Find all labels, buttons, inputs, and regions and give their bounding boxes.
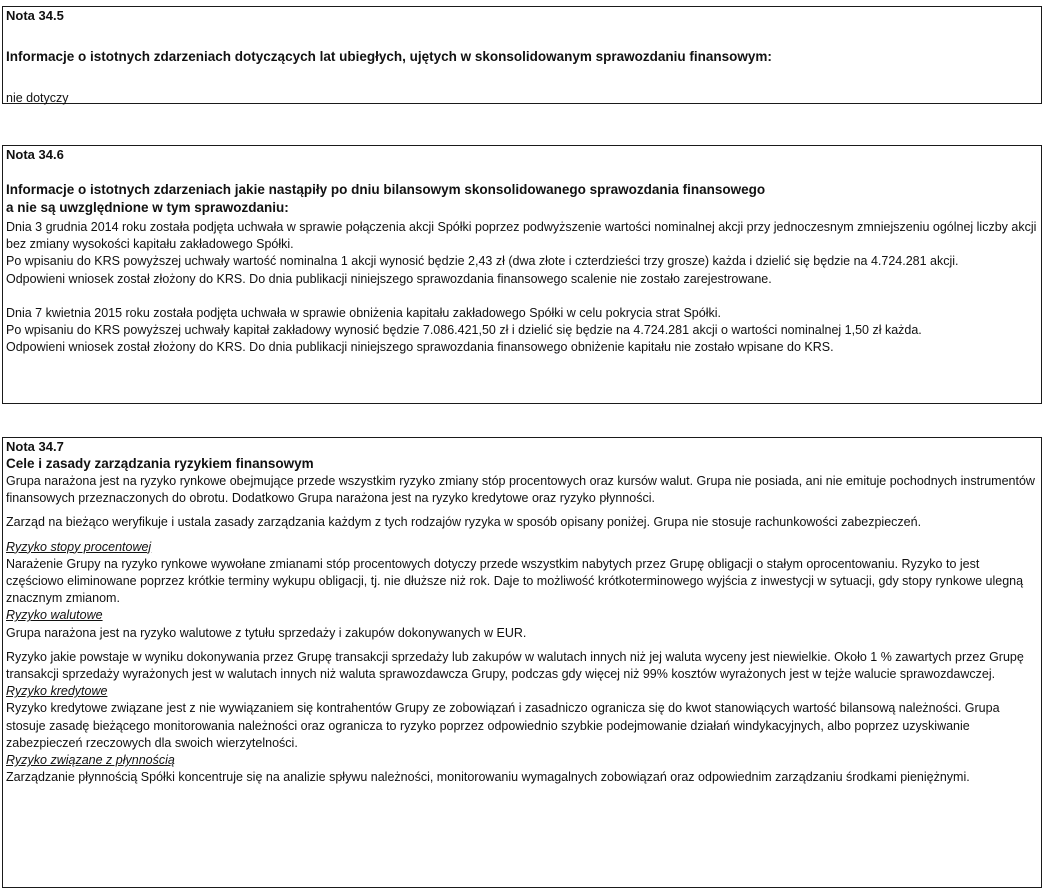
paragraph: Ryzyko kredytowe związane jest z nie wywiązaniem się kontrahentów Grupy ze zobowiązań i zasadniczo ogranicza się do kwot stanowiących wartość bilansową należności. Grupa stosuje zasadę bieżącego monitorowania należności oraz ogranicza to ryzyko poprzez odpowiednio szybkie podejmowanie działań windykacyjnych, albo poprzez uzyskiwanie zabezpieczeń rzeczowych dla swoich wierzytelności. — [6, 701, 1000, 750]
paragraph: Po wpisaniu do KRS powyższej uchwały wartość nominalna 1 akcji wynosić będzie 2,43 zł (dwa złote i czterdzieści trzy grosze) każda i dzielić się będzie na 4.724.281 akcji. — [6, 254, 959, 269]
paragraph: Ryzyko jakie powstaje w wyniku dokonywania przez Grupę transakcji sprzedaży lub zakupów w walutach innych niż jej waluta wyceny jest niewielkie. Około 1 % zawartych przez Grupę transakcji sprzedaży wyrażonych jest w walutach innych niż waluta sprawozdawcza Grupy, podczas gdy więcej niż 99% kosztów wyrażonych jest w tejże walucie sprawozdawczej. — [6, 649, 1024, 682]
note-title: Nota 34.5 — [6, 8, 64, 23]
subheading-currency-risk: Ryzyko walutowe — [6, 608, 103, 623]
paragraph: Po wpisaniu do KRS powyższej uchwały kapitał zakładowy wynosić będzie 7.086.421,50 zł i dzielić się będzie na 4.724.281 akcji o wartości nominalnej 1,50 zł każda. — [6, 323, 922, 338]
subheading-credit-risk: Ryzyko kredytowe — [6, 684, 108, 699]
paragraph: Grupa narażona jest na ryzyko rynkowe obejmujące przede wszystkim ryzyko zmiany stóp procentowych oraz kursów walut. Grupa nie posiada, ani nie emituje pochodnych instrumentów finansowych przeznaczonych do obrotu. Dodatkowo Grupa narażona jest na ryzyko kredytowe oraz ryzyko płynności. — [6, 474, 1035, 506]
paragraph: Zarząd na bieżąco weryfikuje i ustala zasady zarządzania każdym z tych rodzajów ryzyka w sposób opisany poniżej. Grupa nie stosuje rachunkowości zabezpieczeń. — [6, 515, 922, 530]
paragraph: Dnia 3 grudnia 2014 roku została podjęta uchwała w sprawie połączenia akcji Spółki poprzez podwyższenie wartości nominalnej akcji przy jednoczesnym zmniejszeniu ogólnej liczby akcji bez zmiany wysokości kapitału zakładowego Spółki. — [6, 220, 1037, 252]
paragraph: Odpowieni wniosek został złożony do KRS. Do dnia publikacji niniejszego sprawozdania finansowego scalenie nie zostało zarejestrowane. — [6, 271, 772, 286]
subheading-liquidity-risk: Ryzyko związane z płynnością — [6, 753, 175, 768]
note-34-5-box — [2, 6, 1042, 104]
note-title: Nota 34.7 — [6, 439, 64, 454]
note-34-6-box — [2, 145, 1042, 404]
paragraph: Grupa narażona jest na ryzyko walutowe z tytułu sprzedaży i zakupów dokonywanych w EUR. — [6, 625, 527, 640]
section-heading: Cele i zasady zarządzania ryzykiem finansowym — [6, 456, 314, 471]
section-heading-line-2: a nie są uwzględnione w tym sprawozdaniu: — [6, 200, 289, 215]
note-34-7-box — [2, 437, 1042, 888]
paragraph: Narażenie Grupy na ryzyko rynkowe wywołane zmianami stóp procentowych dotyczy przede wszystkim nabytych przez Grupę obligacji o stałym oprocentowaniu. Ryzyko to jest częściowo eliminowane poprzez krótkie terminy wykupu obligacji, tj. nie dłuższe niż rok. Daje to możliwość krótkoterminowego wyjścia z inwestycji w sytuacji, gdy stopy rynkowe ulegną znacznym zmianom. — [6, 556, 1024, 606]
section-heading: Informacje o istotnych zdarzeniach dotyczących lat ubiegłych, ujętych w skonsolidowanym sprawozdaniu finansowym: — [6, 49, 772, 64]
paragraph: nie dotyczy — [6, 91, 69, 105]
paragraph: Dnia 7 kwietnia 2015 roku została podjęta uchwała w sprawie obniżenia kapitału zakładowego Spółki w celu pokrycia strat Spółki. — [6, 305, 721, 320]
paragraph: Odpowieni wniosek został złożony do KRS. Do dnia publikacji niniejszego sprawozdania finansowego obniżenie kapitału nie zostało wpisane do KRS. — [6, 340, 834, 355]
section-heading-line-1: Informacje o istotnych zdarzeniach jakie nastąpiły po dniu bilansowym skonsolidowanego sprawozdania finansowego — [6, 182, 766, 197]
paragraph: Zarządzanie płynnością Spółki koncentruje się na analizie spływu należności, monitorowaniu wymagalnych zobowiązań oraz odpowiednim zarządzaniu środkami pieniężnymi. — [6, 770, 970, 785]
subheading-interest-rate-risk: Ryzyko stopy procentowej — [6, 539, 152, 554]
note-title: Nota 34.6 — [6, 147, 64, 162]
